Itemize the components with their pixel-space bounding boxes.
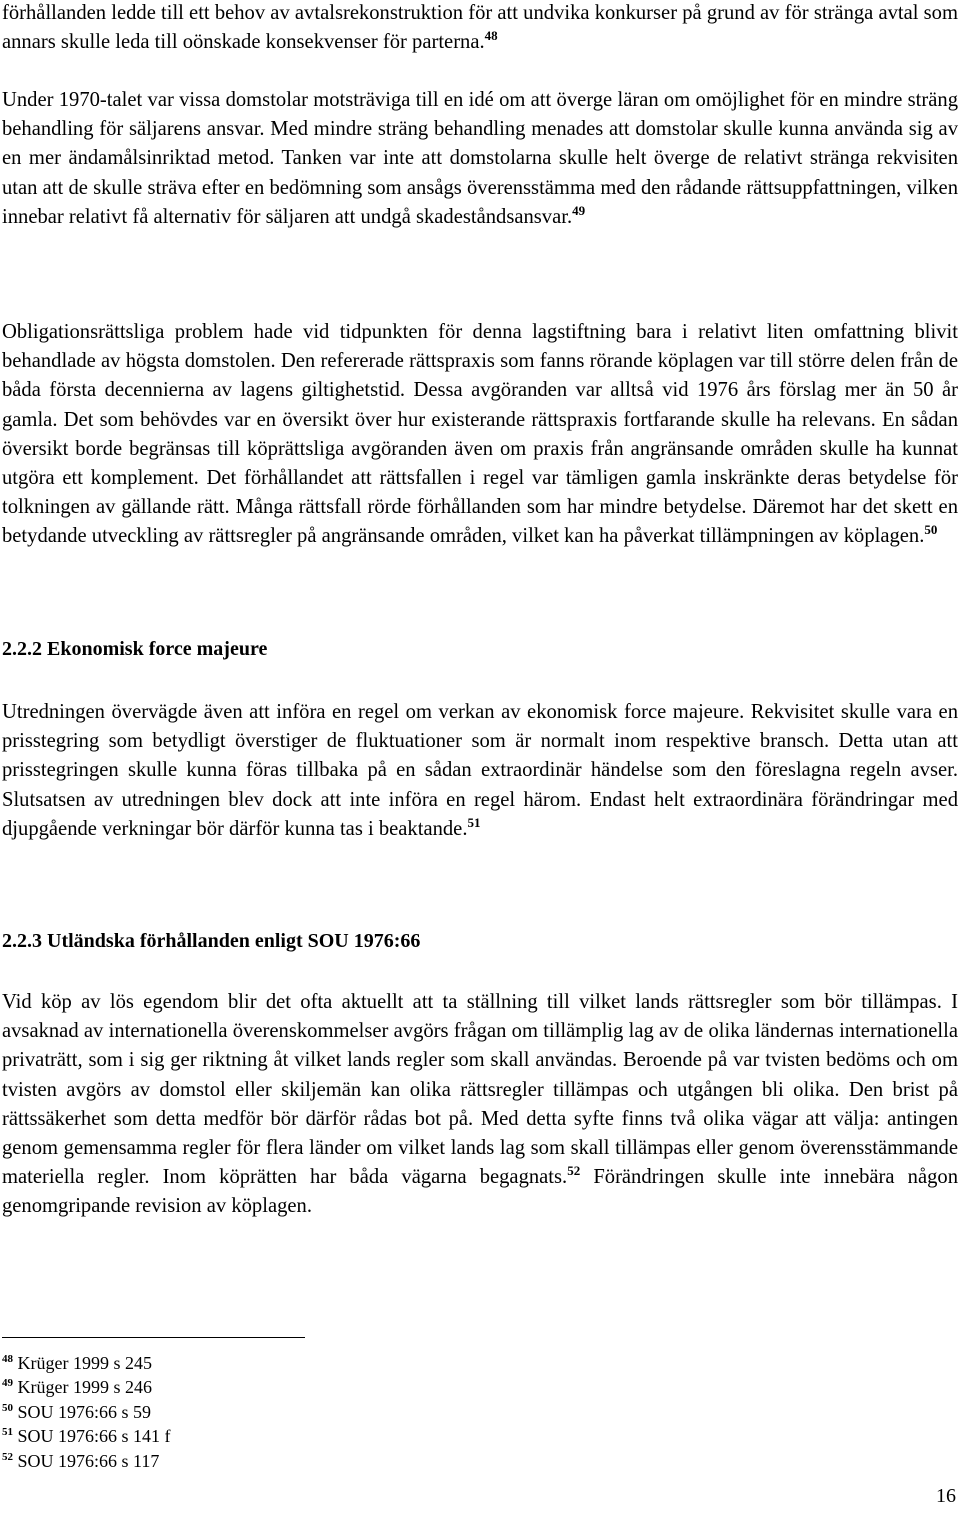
footnotes — [2, 1351, 402, 1473]
paragraph-economic-force-majeure — [2, 698, 958, 844]
footnote-text: Krüger 1999 s 246 — [17, 1377, 152, 1398]
section-heading-2-2-3: 2.2.3 Utländska förhållanden enligt SOU 1976:66 — [2, 930, 421, 952]
paragraph-text-continued: Förändringen skulle inte innebära någon genomgripande revision av köplagen. — [2, 1166, 958, 1218]
footnote-number: 52 — [2, 1450, 13, 1463]
footnote-reference: 50 — [924, 522, 938, 538]
paragraph-text: Vid köp av lös egendom blir det ofta aktuellt att ta ställning till vilket lands rättsregler som bör tillämpas. I avsaknad av internationella överenskommelser avgörs frågan om tillämplig lag av de olika ländernas internationella privaträtt, som i sig ger riktning åt vilket lands regler som skall användas. Beroende på var tvisten bedöms och om tvisten avgörs av domstol eller skiljemän kan olika rättsregler tillämpas och utgången bli olika. Den brist på rättssäkerhet som detta medför bör därför rådas bot på. Med detta syfte finns två olika vägar att välja: antingen genom gemensamma regler för flera länder om vilket lands lag som skall tillämpas eller genom överensstämmande materiella regler. Inom köprätten har båda vägarna begagnats. — [2, 991, 958, 1189]
footnote-reference: 49 — [572, 202, 586, 218]
footnote-reference: 48 — [484, 28, 498, 44]
paragraph-1970s — [2, 86, 958, 232]
footnote — [2, 1424, 402, 1448]
footnote — [2, 1375, 402, 1399]
footnote-number: 48 — [2, 1353, 13, 1365]
footnote-separator — [2, 1337, 305, 1338]
footnote — [2, 1351, 402, 1375]
footnote-number: 51 — [2, 1426, 13, 1439]
footnote-text: SOU 1976:66 s 141 f — [17, 1426, 171, 1447]
paragraph-text: Utredningen övervägde även att införa en regel om verkan av ekonomisk force majeure. Rekvisitet skulle vara en prisstegring som betydligt överstiger de fluktuationer som är normalt inom respektive bransch. Detta utan att prisstegringen skulle kunna föras tillbaka på en sådan extraordinär händelse som den föreslagna regeln avser. Slutsatsen av utredningen blev dock att inte införa en regel härom. Endast helt extraordinära förändringar med djupgående verkningar bör därför kunna tas i beaktande. — [2, 701, 958, 840]
footnote-text: SOU 1976:66 s 59 — [17, 1401, 152, 1422]
footnote-number: 50 — [2, 1401, 13, 1414]
footnote — [2, 1400, 402, 1424]
footnote-reference: 51 — [467, 814, 481, 830]
footnote — [2, 1449, 402, 1473]
footnote-text: SOU 1976:66 s 117 — [17, 1450, 160, 1471]
paragraph-continuation — [2, 0, 958, 57]
paragraph-obligation — [2, 318, 958, 552]
paragraph-text: Under 1970-talet var vissa domstolar motsträviga till en idé om att överge läran om omöjlighet för en mindre sträng behandling för säljarens ansvar. Med mindre sträng behandling menades att domstolar skulle kunna använda sig av en mer ändamålsinriktad metod. Tanken var inte att domstolarna skulle helt överge de relativt stränga rekvisiten utan att de skulle sträva efter en bedömning som ansågs överensstämma med den rådande rättsuppfattningen, vilken innebar relativt få alternativ för säljaren att undgå skadeståndsansvar. — [2, 89, 958, 228]
page-number: 16 — [936, 1485, 956, 1507]
footnote-reference: 52 — [567, 1163, 581, 1179]
section-heading-2-2-2: 2.2.2 Ekonomisk force majeure — [2, 638, 268, 660]
paragraph-foreign-conditions — [2, 988, 958, 1222]
footnote-text: Krüger 1999 s 245 — [17, 1353, 152, 1373]
footnote-number: 49 — [2, 1377, 13, 1390]
paragraph-text: förhållanden ledde till ett behov av avtalsrekonstruktion för att undvika konkurser på grund av för stränga avtal som annars skulle leda till oönskade konsekvenser för parterna. — [2, 2, 958, 54]
paragraph-text: Obligationsrättsliga problem hade vid tidpunkten för denna lagstiftning bara i relativt liten omfattning blivit behandlade av högsta domstolen. Den refererade rättspraxis som fanns rörande köplagen var till större delen från de båda första decennierna av lagens giltighetstid. Dessa avgöranden var alltså vid 1976 års förslag mer än 50 år gamla. Det som behövdes var en översikt över hur existerande rättspraxis fortfarande skulle ha relevans. En sådan översikt borde begränsas till köprättsliga avgöranden även om praxis från angränsande områden skulle ha kunnat utgöra ett komplement. Det förhållandet att rättsfallen i regel var tämligen gamla inskränkte deras betydelse för tolkningen av gällande rätt. Många rättsfall rörde förhållanden som har mindre betydelse. Däremot har det skett en betydande utveckling av rättsregler på angränsande områden, vilket kan ha påverkat tillämpningen av köplagen. — [2, 321, 958, 548]
